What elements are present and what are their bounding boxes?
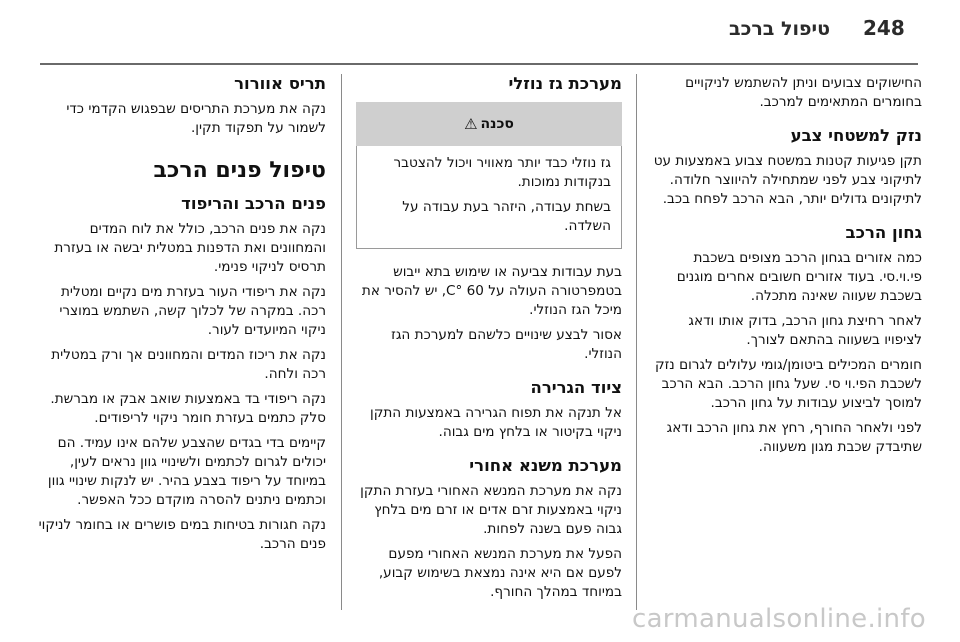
section-heading: גחון הרכב [845,223,922,242]
paragraph: בעת עבודות צביעה או שימוש בתא ייבוש בטמפרטורה העולה על 60 °C, יש להסיר את מיכל הגז הנוזלי. [361,264,622,318]
section-heading: פנים הרכב והריפוד [181,194,326,213]
paragraph: נקה את ריפודי העור בעזרת מים נקיים ומטלית רכה. במקרה של לכלוך קשה, השתמש במוצרי ניקוי המיועדים לעור. [59,284,326,338]
paragraph: לפני ולאחר החורף, רחץ את גחון הרכב ודאג שתיבדק שכבת מגון משעווה. [666,420,922,455]
warning-text: בשחת עבודה, היזהר בעת עבודה על השלדה. [402,199,611,234]
paragraph: החישוקים צבועים וניתן להשתמש לניקויים בחומרים המתאימים למרכב. [685,75,922,110]
paragraph: אל תנקה את תפוח הגרירה באמצעות התקן ניקוי בקיטור או בלחץ מים גבוה. [370,405,622,440]
page-header-title: טיפול ברכב [728,18,830,40]
paragraph: קיימים בדי בגדים שהצבע שלהם אינו עמיד. הם יכולים לגרום לכתמים ולשינויי גוון נראים לעין, במיוחד על ריפוד בצבע בהיר. יש לנקות שינויי גוון וכתמים ניתנים להסרה מוקדם ככל האפשר. [47,435,326,508]
warning-text: גז נוזלי כבד יותר מאוויר ויכול להצטבר בנקודות נמוכות. [393,155,611,190]
paragraph: נקה את פנים הרכב, כולל את לוח המדים והמחוונים ואת הדפנות במטלית יבשה או בעזרת תרסיס לניקוי פנימי. [54,221,326,275]
watermark: carmanualsonline.info [631,604,926,634]
paragraph: אסור לבצע שינויים כלשהם למערכת הגז הנוזלי. [391,327,622,362]
paragraph: תקן פגיעות קטנות במשטח צבוע באמצעות עט לתיקוני צבע לפני שמתחילה להיווצר חלודה. לתיקונים גדולים יותר, הבא הרכב לפחח בכב. [653,153,922,207]
paragraph: נקה ריפודי בד באמצעות שואב אבק או מברשת. סלק כתמים בעזרת חומר ניקוי לריפודים. [50,391,326,426]
section-heading: נזק למשטחי צבע [790,126,922,145]
paragraph: נקה את מערכת המנשא האחורי בעזרת התקן ניקוי באמצעות זרם אדים או זרם מים בלחץ גבוה פעם בשנה לפחות. [360,483,622,537]
section-heading: ציוד הגרירה [530,378,622,397]
column-divider-left [341,74,342,610]
header-divider [40,63,918,65]
warning-body [356,146,622,249]
paragraph: נקה חגורות בטיחות במים פושרים או בחומר לניקוי פנים הרכב. [38,517,326,552]
paragraph: הפעל את מערכת המנשא האחורי מפעם לפעם אם היא אינה נמצאת בשימוש קבוע, במיוחד במהלך החורף. [378,546,622,600]
paragraph: כמה אזורים בגחון הרכב מצופים בשכבת פי.וי.סי. בעוד אזורים חשובים אחרים מוגנים בשכבת שעווה שאינה מתכלה. [676,250,922,304]
paragraph: נקה את ריכוז המדים והמחוונים אך ורק במטלית רכה ולחה. [51,347,326,382]
paragraph: לאחר רחיצת גחון הרכב, בדוק אותו ודאג לציפויו בשעווה בהתאם לצורך. [688,313,922,348]
section-heading: תריס אוורור [234,74,326,93]
column-right [650,74,922,463]
section-heading: מערכת משנא אחורי [469,456,622,475]
warning-header [356,102,622,146]
warning-triangle-icon: ⚠ [464,114,478,133]
warning-title: סכנה [480,115,514,132]
paragraph: נקה את מערכת התריסים שבפגוש הקדמי כדי לשמור על תפקוד תקין. [66,101,326,136]
column-left [36,74,326,560]
column-divider-right [636,74,637,610]
section-heading: מערכת גז נוזלי [508,74,622,93]
column-middle [356,74,622,608]
paragraph: חומרים המכילים ביטומן/גומי עלולים לגרום נזק לשכבת הפי.וי סי. שעל גחון הרכב. הבא הרכב למוסך לביצוע עבודות על גחון הרכב. [654,357,922,411]
chapter-heading: טיפול פנים הרכב [153,158,326,183]
page-number: 248 [863,16,905,40]
warning-box [356,102,622,249]
